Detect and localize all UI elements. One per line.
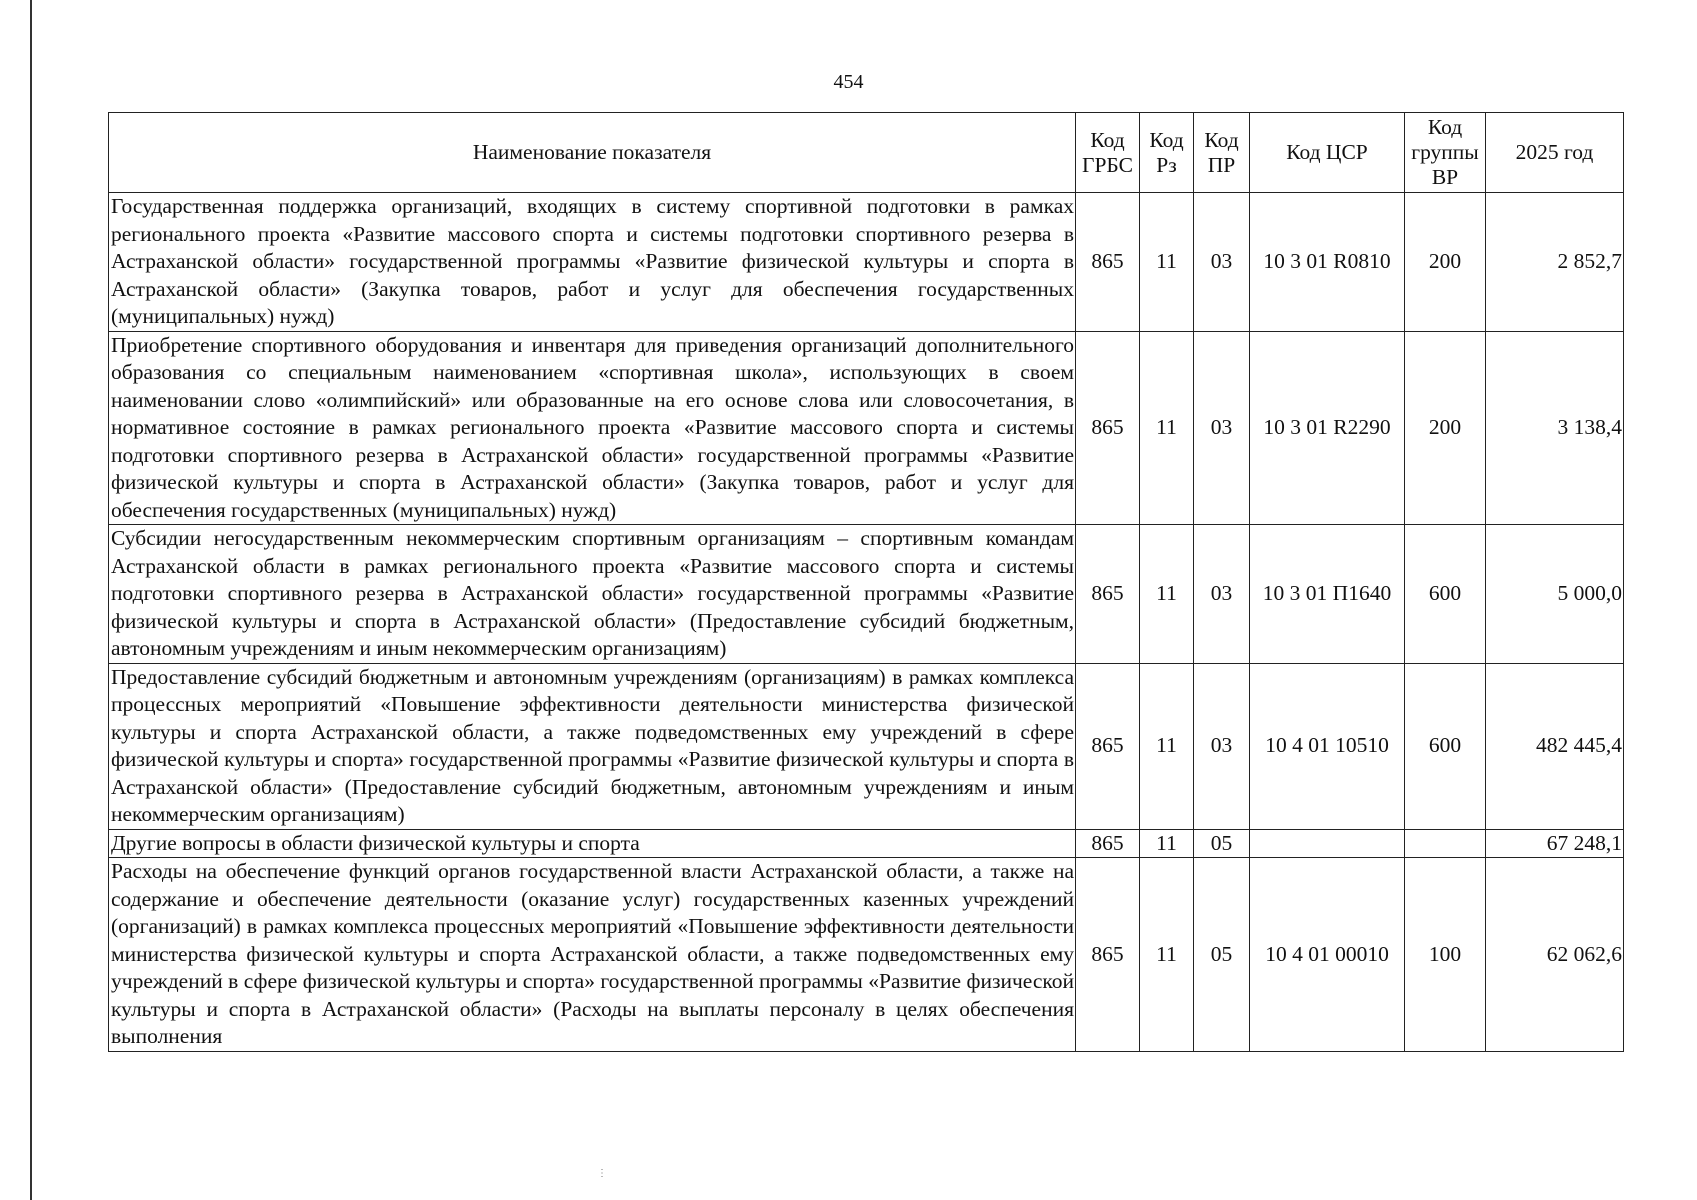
row-amount: 62 062,6 [1486,858,1624,1052]
row-pr: 03 [1194,525,1250,664]
row-grbs: 865 [1076,331,1140,525]
row-rz: 11 [1140,663,1194,829]
row-pr: 03 [1194,331,1250,525]
row-vr: 600 [1405,525,1486,664]
row-csr: 10 4 01 00010 [1250,858,1405,1052]
row-amount: 5 000,0 [1486,525,1624,664]
page-number: 454 [833,71,864,93]
table-row [109,331,1624,525]
row-csr: 10 3 01 П1640 [1250,525,1405,664]
row-vr: 600 [1405,663,1486,829]
header-name: Наименование показателя [109,113,1076,193]
row-grbs: 865 [1076,829,1140,858]
budget-table [108,112,1624,1052]
row-amount: 67 248,1 [1486,829,1624,858]
row-name: Государственная поддержка организаций, входящих в систему спортивной подготовки в рамках регионального проекта «Развитие массового спорта и системы подготовки спортивного резерва в Астраханской области» государственной программы «Развитие физической культуры и спорта в Астраханской области» (Закупка товаров, работ и услуг для обеспечения государственных (муниципальных) нужд) [109,193,1076,332]
scan-edge-line [30,0,32,1200]
row-amount: 482 445,4 [1486,663,1624,829]
header-pr: Код ПР [1194,113,1250,193]
row-pr: 03 [1194,663,1250,829]
row-name: Субсидии негосударственным некоммерческим спортивным организациям – спортивным командам Астраханской области в рамках регионального проекта «Развитие массового спорта и системы подготовки спортивного резерва в Астраханской области» государственной программы «Развитие физической культуры и спорта в Астраханской области» (Предоставление субсидий бюджетным, автономным учреждениям и иным некоммерческим организациям) [109,525,1076,664]
row-rz: 11 [1140,525,1194,664]
table-row [109,663,1624,829]
row-pr: 05 [1194,829,1250,858]
table-row [109,829,1624,858]
row-csr: 10 3 01 R0810 [1250,193,1405,332]
row-amount: 2 852,7 [1486,193,1624,332]
row-vr: 200 [1405,193,1486,332]
header-grbs: Код ГРБС [1076,113,1140,193]
header-rz: Код Рз [1140,113,1194,193]
row-rz: 11 [1140,331,1194,525]
row-vr [1405,829,1486,858]
row-name: Приобретение спортивного оборудования и инвентаря для приведения организаций дополнительного образования со специальным наименованием «спортивная школа», использующих в своем наименовании слово «олимпийский» или образованные на его основе слова или словосочетания, в нормативное состояние в рамках регионального проекта «Развитие массового спорта и системы подготовки спортивного резерва в Астраханской области» государственной программы «Развитие физической культуры и спорта в Астраханской области» (Закупка товаров, работ и услуг для обеспечения государственных (муниципальных) нужд) [109,331,1076,525]
row-vr: 200 [1405,331,1486,525]
scan-speck: ⋮ [597,1168,607,1179]
row-pr: 03 [1194,193,1250,332]
row-rz: 11 [1140,193,1194,332]
table-row [109,858,1624,1052]
header-year: 2025 год [1486,113,1624,193]
table-row [109,193,1624,332]
row-pr: 05 [1194,858,1250,1052]
row-csr [1250,829,1405,858]
row-grbs: 865 [1076,525,1140,664]
row-grbs: 865 [1076,193,1140,332]
header-vr: Код группы ВР [1405,113,1486,193]
row-name: Расходы на обеспечение функций органов государственной власти Астраханской области, а также на содержание и обеспечение деятельности (оказание услуг) государственных казенных учреждений (организаций) в рамках комплекса процессных мероприятий «Повышение эффективности деятельности министерства физической культуры и спорта Астраханской области, а также подведомственных ему учреждений в сфере физической культуры и спорта» государственной программы «Развитие физической культуры и спорта в Астраханской области» (Расходы на выплаты персоналу в целях обеспечения выполнения [109,858,1076,1052]
header-csr: Код ЦСР [1250,113,1405,193]
row-csr: 10 4 01 10510 [1250,663,1405,829]
row-grbs: 865 [1076,663,1140,829]
row-name: Другие вопросы в области физической культуры и спорта [109,829,1076,858]
row-grbs: 865 [1076,858,1140,1052]
row-csr: 10 3 01 R2290 [1250,331,1405,525]
row-amount: 3 138,4 [1486,331,1624,525]
row-vr: 100 [1405,858,1486,1052]
table-row [109,525,1624,664]
table-header-row [109,113,1624,193]
row-rz: 11 [1140,829,1194,858]
row-name: Предоставление субсидий бюджетным и автономным учреждениям (организациям) в рамках комплекса процессных мероприятий «Повышение эффективности деятельности министерства физической культуры и спорта Астраханской области, а также подведомственных ему учреждений в сфере физической культуры и спорта» государственной программы «Развитие физической культуры и спорта в Астраханской области» (Предоставление субсидий бюджетным, автономным учреждениям и иным некоммерческим организациям) [109,663,1076,829]
row-rz: 11 [1140,858,1194,1052]
